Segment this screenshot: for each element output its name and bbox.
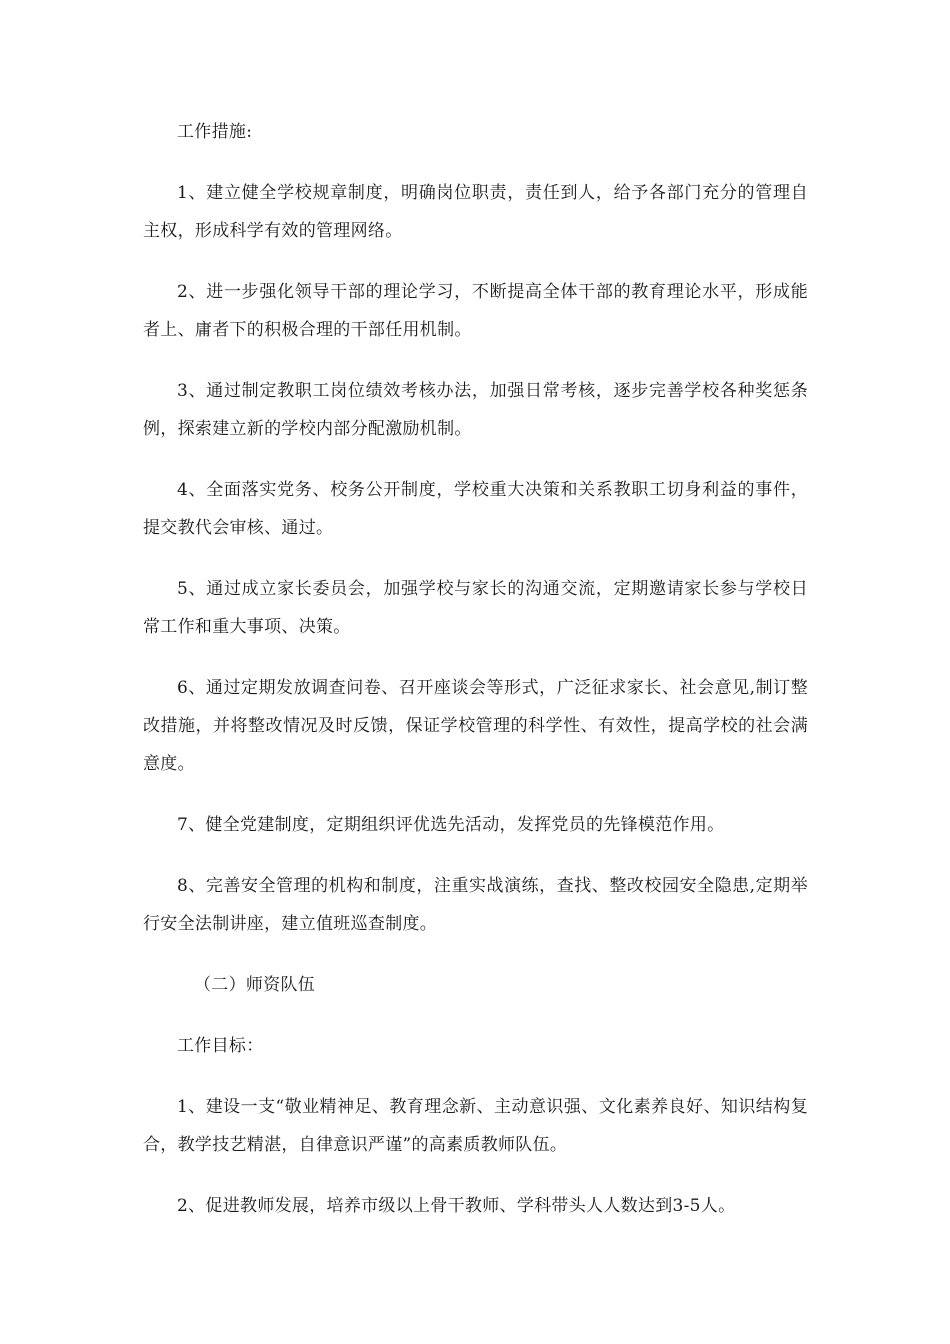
measure-item-6: 6、通过定期发放调查问卷、召开座谈会等形式，广泛征求家长、社会意见,制订整改措施，并将整改情况及时反馈，保证学校管理的科学性、有效性，提高学校的社会满意度。: [143, 678, 808, 774]
measure-item-3: 3、通过制定教职工岗位绩效考核办法，加强日常考核，逐步完善学校各种奖惩条例，探索建立新的学校内部分配激励机制。: [143, 381, 808, 439]
section-heading-teachers: （二）师资队伍: [194, 975, 316, 995]
measure-item-7: 7、健全党建制度，定期组织评优选先活动，发挥党员的先锋模范作用。: [177, 815, 725, 835]
goal-item-2: 2、促进教师发展，培养市级以上骨干教师、学科带头人人数达到3-5人。: [177, 1196, 736, 1216]
measure-item-8: 8、完善安全管理的机构和制度，注重实战演练，查找、整改校园安全隐患,定期举行安全法制讲座，建立值班巡查制度。: [143, 876, 808, 934]
goals-label: 工作目标：: [177, 1036, 264, 1056]
measure-item-5: 5、通过成立家长委员会，加强学校与家长的沟通交流，定期邀请家长参与学校日常工作和重大事项、决策。: [143, 579, 808, 637]
measure-item-4: 4、全面落实党务、校务公开制度，学校重大决策和关系教职工切身利益的事件，提交教代会审核、通过。: [143, 480, 808, 538]
measure-item-1: 1、建立健全学校规章制度，明确岗位职责，责任到人，给予各部门充分的管理自主权，形成科学有效的管理网络。: [143, 183, 808, 241]
goal-item-1: 1、建设一支“敬业精神足、教育理念新、主动意识强、文化素养良好、知识结构复合，教学技艺精湛，自律意识严谨”的高素质教师队伍。: [143, 1097, 808, 1155]
document-body: [143, 113, 808, 1225]
measure-item-2: 2、进一步强化领导干部的理论学习，不断提高全体干部的教育理论水平，形成能者上、庸者下的积极合理的干部任用机制。: [143, 282, 808, 340]
measures-label: 工作措施:: [177, 122, 253, 142]
